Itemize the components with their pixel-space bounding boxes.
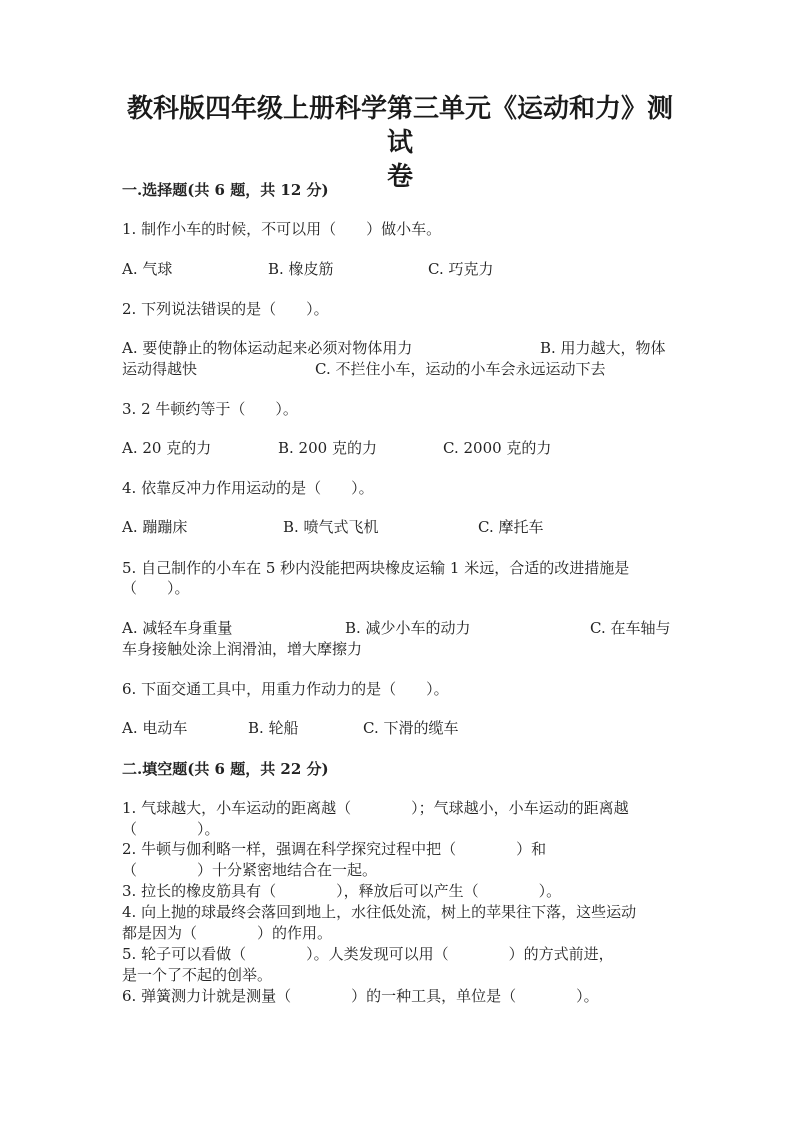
fill-line: 6. 弹簧测力计就是测量（ ）的一种工具，单位是（ ）。 <box>122 987 599 1005</box>
title-line-2: 卷 <box>386 162 413 192</box>
question-option: A. 电动车 <box>122 719 188 737</box>
question-option: B. 200 克的力 <box>278 439 377 457</box>
fill-line: 是一个了不起的创举。 <box>122 966 273 984</box>
question-option: B. 用力越大，物体 <box>540 339 666 357</box>
fill-line: （ ）。 <box>122 820 220 838</box>
question-option: 运动得越快 <box>122 360 198 378</box>
fill-line: 3. 拉长的橡皮筋具有（ ），释放后可以产生（ ）。 <box>122 882 562 900</box>
question-option: C. 在车轴与 <box>590 619 671 637</box>
question-text: 6. 下面交通工具中，用重力作动力的是（ ）。 <box>122 680 449 698</box>
question-text: 1. 制作小车的时候，不可以用（ ）做小车。 <box>122 220 442 238</box>
question-option: C. 巧克力 <box>428 260 494 278</box>
question-text: 4. 依靠反冲力作用运动的是（ ）。 <box>122 479 374 497</box>
question-option: A. 要使静止的物体运动起来必须对物体用力 <box>122 339 413 357</box>
question-option: C. 2000 克的力 <box>443 439 552 457</box>
section-heading-choice: 一.选择题(共 6 题，共 12 分) <box>122 181 329 199</box>
fill-line: 5. 轮子可以看做（ ）。人类发现可以用（ ）的方式前进， <box>122 945 614 963</box>
question-text: 5. 自己制作的小车在 5 秒内没能把两块橡皮运输 1 米远，合适的改进措施是 <box>122 559 630 577</box>
question-option: B. 喷气式飞机 <box>283 518 379 536</box>
question-option: 车身接触处涂上润滑油，增大摩擦力 <box>122 640 363 658</box>
question-text: 3. 2 牛顿约等于（ ）。 <box>122 400 298 418</box>
question-option: A. 减轻车身重量 <box>122 619 233 637</box>
question-option: C. 不拦住小车，运动的小车会永远运动下去 <box>315 360 606 378</box>
section-heading-fill: 二.填空题(共 6 题，共 22 分) <box>122 760 329 778</box>
question-text: 2. 下列说法错误的是（ ）。 <box>122 300 329 318</box>
page-title <box>118 92 682 194</box>
fill-line: 都是因为（ ）的作用。 <box>122 924 333 942</box>
fill-line: 4. 向上抛的球最终会落回到地上，水往低处流，树上的苹果往下落，这些运动 <box>122 903 637 921</box>
fill-line: 2. 牛顿与伽利略一样，强调在科学探究过程中把（ ）和 <box>122 840 547 858</box>
question-option: A. 气球 <box>122 260 173 278</box>
question-option: A. 蹦蹦床 <box>122 518 188 536</box>
fill-line: （ ）十分紧密地结合在一起。 <box>122 861 378 879</box>
question-option: C. 下滑的缆车 <box>363 719 459 737</box>
question-option: B. 轮船 <box>248 719 299 737</box>
question-text-continued: （ ）。 <box>122 579 190 597</box>
title-line-1: 教科版四年级上册科学第三单元《运动和力》测试 <box>126 94 673 158</box>
question-option: B. 减少小车的动力 <box>345 619 471 637</box>
question-option: A. 20 克的力 <box>122 439 212 457</box>
fill-line: 1. 气球越大，小车运动的距离越（ ）；气球越小，小车运动的距离越 <box>122 799 629 817</box>
question-option: C. 摩托车 <box>478 518 544 536</box>
question-option: B. 橡皮筋 <box>268 260 334 278</box>
